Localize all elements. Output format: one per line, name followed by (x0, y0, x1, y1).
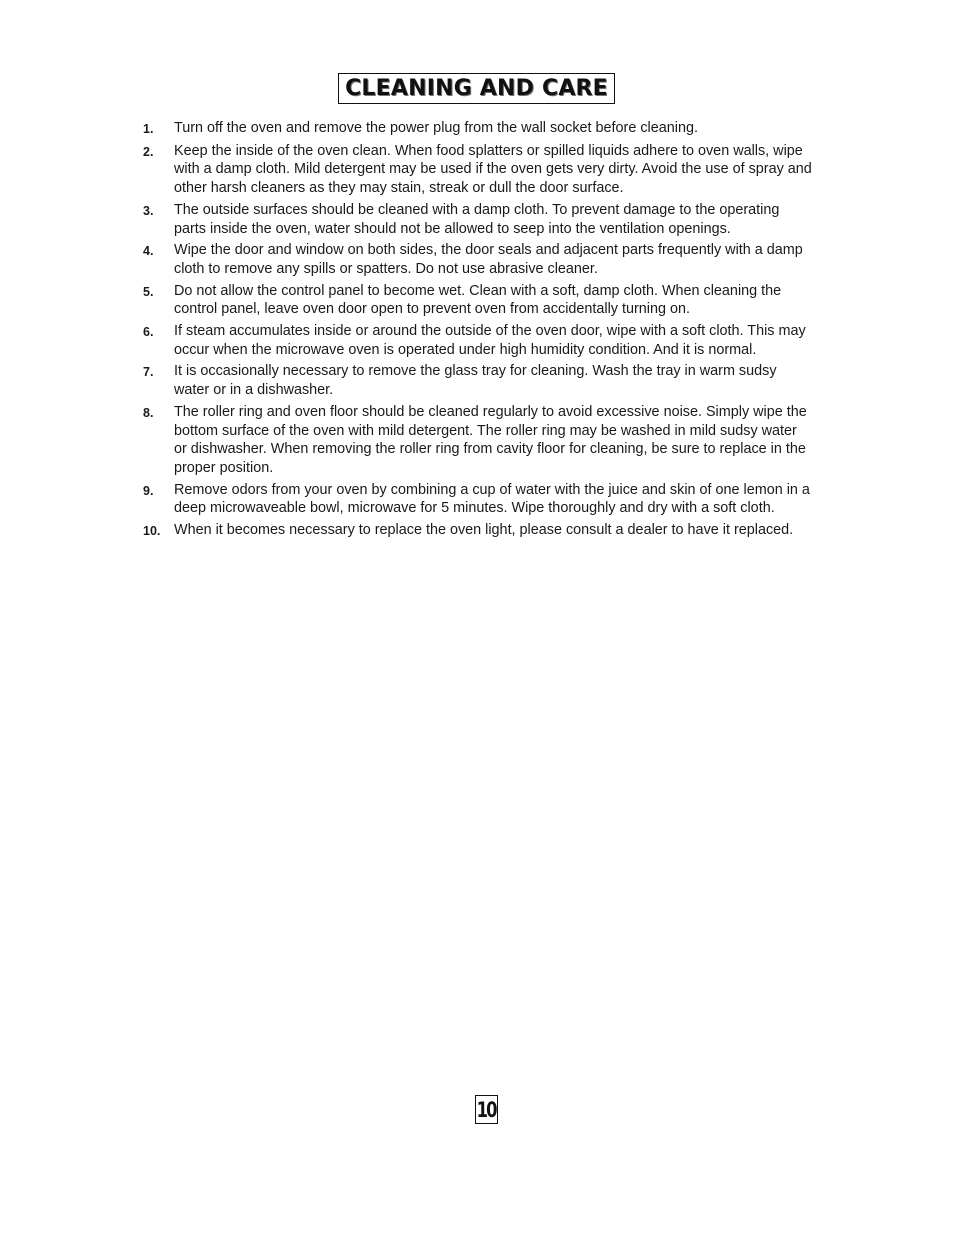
item-number: 10. (143, 524, 161, 539)
item-text: It is occasionally necessary to remove the glass tray for cleaning. Wash the tray in warm sudsy water or in a dishwasher. (174, 363, 777, 399)
item-text: Turn off the oven and remove the power plug from the wall socket before cleaning. (174, 120, 698, 136)
item-text: The outside surfaces should be cleaned with a damp cloth. To prevent damage to the operating parts inside the oven, water should not be allowed to seep into the ventilation openings. (174, 201, 780, 237)
item-text: Keep the inside of the oven clean. When food splatters or spilled liquids adhere to oven walls, wipe with a damp cloth. Mild detergent may be used if the oven gets very dirty. Avoid the use of spray and other harsh cleaners as they may stain, streak or dull the door surface. (174, 142, 812, 197)
item-text: Wipe the door and window on both sides, the door seals and adjacent parts frequently with a damp cloth to remove any spills or spatters. Do not use abrasive cleaner. (174, 242, 803, 277)
item-number: 8. (143, 405, 154, 420)
item-number: 3. (143, 203, 154, 218)
list-item (143, 403, 813, 478)
list-item (143, 362, 813, 399)
item-text: Remove odors from your oven by combining a cup of water with the juice and skin of one lemon in a deep microwaveable bowl, microwave for 5 minutes. Wipe thoroughly and dry with a soft cloth. (174, 481, 810, 517)
list-item (143, 142, 813, 198)
item-number: 2. (143, 144, 154, 159)
list-item (143, 481, 813, 518)
section-title: CLEANING AND CARE (345, 76, 608, 101)
item-text: When it becomes necessary to replace the oven light, please consult a dealer to have it replaced. (174, 522, 794, 539)
list-item (143, 241, 813, 278)
page-number: 10 (477, 1097, 496, 1122)
cleaning-instructions-list (143, 119, 813, 544)
item-text: The roller ring and oven floor should be cleaned regularly to avoid excessive noise. Simply wipe the bottom surface of the oven with mild detergent. The roller ring may be washed in mild sudsy water or dishwasher. When removing the roller ring from cavity floor for cleaning, be sure to replace in the proper position. (174, 403, 807, 476)
item-number: 6. (143, 325, 154, 340)
item-number: 5. (143, 284, 154, 299)
list-item (143, 119, 813, 139)
item-number: 7. (143, 365, 154, 380)
item-number: 4. (143, 244, 154, 259)
item-number: 9. (143, 483, 154, 498)
page-number-box (475, 1095, 498, 1124)
list-item (143, 282, 813, 319)
item-text: If steam accumulates inside or around the outside of the oven door, wipe with a soft cloth. This may occur when the microwave oven is operated under high humidity condition. And it is normal. (174, 323, 806, 358)
section-title-box (338, 73, 615, 104)
list-item (143, 322, 813, 359)
list-item (143, 521, 813, 541)
item-number: 1. (143, 122, 154, 136)
item-text: Do not allow the control panel to become wet. Clean with a soft, damp cloth. When cleaning the control panel, leave oven door open to prevent oven from accidentally turning on. (174, 282, 782, 318)
list-item (143, 201, 813, 238)
